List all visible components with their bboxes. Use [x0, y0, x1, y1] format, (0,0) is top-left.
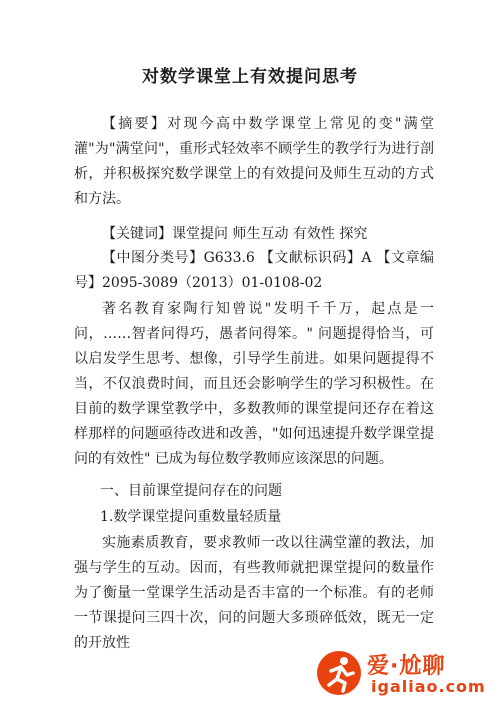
intro-paragraph: 著名教育家陶行知曾说"发明千千万，起点是一问，……智者问得巧，愚者问得笨。" 问题提得恰当，可以启发学生思考、想像，引导学生前进。如果问题提得不当，不仅浪费时间，而且还会影响学生的学习积极性。在目前的数学课堂教学中，多数教师的课堂提问还存在着这样那样的问题亟待改进和改善，"如何迅速提升数学课堂提问的有效性" 已成为每位数学教师应该深思的问题。	[74, 301, 434, 467]
classification-line: 【中图分类号】G633.6 【文献标识码】A 【文章编号】2095-3089（2013）01-0108-02	[74, 250, 434, 291]
section-body-paragraph: 实施素质教育，要求教师一改以往满堂灌的教法，加强与学生的互动。因而，有些教师就把课堂提问的数量作为了衡量一堂课学生活动是否丰富的一个标准。有的老师一节课提问三四十次，问的问题大多琐碎低效，既无一定的开放性	[74, 535, 434, 651]
runner-logo-icon	[315, 649, 363, 697]
document-title: 对数学课堂上有效提问思考	[142, 67, 358, 87]
subsection-heading: 1.数学课堂提问重数量轻质量	[100, 509, 282, 525]
watermark-domain: igaliao.com	[371, 677, 486, 696]
section-heading: 一、目前课堂提问存在的问题	[100, 483, 282, 499]
watermark-logo	[315, 647, 490, 699]
keywords-line: 【关键词】课堂提问 师生互动 有效性 探究	[102, 226, 368, 242]
watermark-brand: 爱·尬聊	[367, 654, 446, 679]
abstract-paragraph: 【摘要】对现今高中数学课堂上常见的变"满堂灌"为"满堂问"，重形式轻效率不顾学生的教学行为进行剖析，并积极探究数学课堂上的有效提问及师生互动的方式和方法。	[74, 116, 434, 207]
